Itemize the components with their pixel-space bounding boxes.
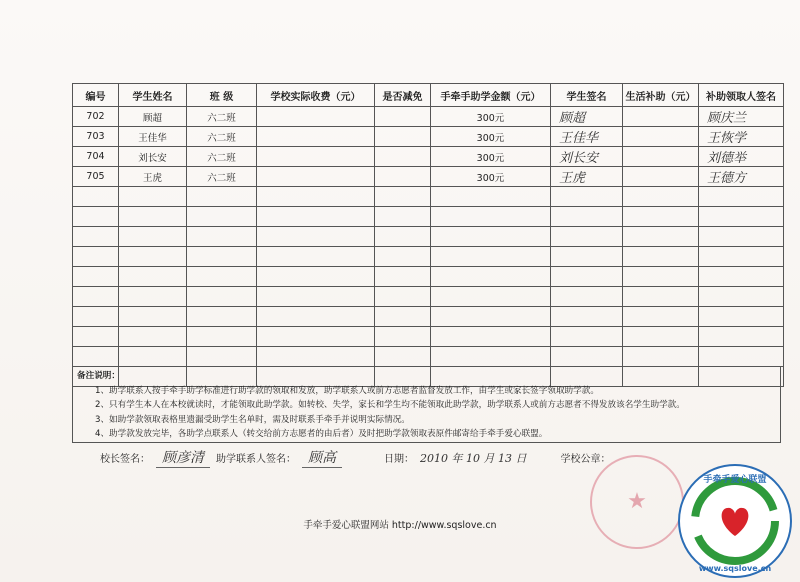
notes-title: 备注说明：: [77, 371, 120, 381]
empty-row: [73, 207, 784, 227]
footer-text: 手牵手爱心联盟网站 http://www.sqslove.cn: [303, 520, 497, 531]
cell-subsidy: [623, 107, 699, 127]
cell-fee: [257, 127, 375, 147]
cell-amount: 300元: [431, 127, 551, 147]
cell-id: 703: [73, 127, 119, 147]
empty-row: [73, 347, 784, 367]
note-line: 4、助学款发放完毕，各助学点联系人（转交给前方志愿者的由后者）及时把助学款领取表原件邮寄给手牵手爱心联盟。: [95, 429, 548, 439]
cell-name: 顾超: [119, 107, 187, 127]
cell-student-sign: 王佳华: [551, 127, 623, 147]
empty-row: [73, 307, 784, 327]
cell-subsidy: [623, 127, 699, 147]
empty-row: [73, 267, 784, 287]
signature-row: [100, 447, 610, 468]
table-row: [73, 127, 784, 147]
note-line: 3、如助学款领取表格里遗漏受助学生名单时，需及时联系手牵手并说明实际情况。: [95, 414, 410, 425]
cell-name: 王虎: [119, 167, 187, 187]
empty-row: [73, 227, 784, 247]
table-row: [73, 147, 784, 167]
cell-student-sign: 顾超: [551, 107, 623, 127]
date-label: 日期：: [384, 454, 414, 465]
sqslove-logo-icon: [676, 462, 794, 580]
notes-section: [72, 367, 781, 443]
cell-fee: [257, 167, 375, 187]
contact-label: 助学联系人签名：: [216, 454, 296, 465]
note-line: 2、只有学生本人在本校就读时，才能领取此助学款。如转校、失学，家长和学生均不能领取此助学款，助学联系人或前方志愿者不得发放该名学生助学款。: [95, 400, 685, 410]
cell-fee: [257, 147, 375, 167]
seal-label: 学校公章：: [560, 454, 611, 465]
col-header: 学生签名: [551, 84, 623, 107]
empty-row: [73, 247, 784, 267]
cell-receiver-sign: 王德方: [699, 167, 784, 187]
cell-id: 702: [73, 107, 119, 127]
date-value: 2010 年 10 月 13 日: [420, 452, 527, 465]
col-header: 是否减免: [375, 84, 431, 107]
cell-waived: [375, 167, 431, 187]
cell-waived: [375, 107, 431, 127]
table-row: [73, 167, 784, 187]
table-header-row: [73, 84, 784, 107]
cell-fee: [257, 107, 375, 127]
cell-student-sign: 刘长安: [551, 147, 623, 167]
principal-signature: 顾彦清: [156, 447, 210, 468]
note-line: 1、助学联系人按手牵手助学标准进行助学款的领取和发放，助学联系人或前方志愿者监督发放工作，由学生或家长签字领取助学款。: [95, 385, 599, 396]
col-header: 编号: [73, 84, 119, 107]
cell-amount: 300元: [431, 107, 551, 127]
cell-amount: 300元: [431, 167, 551, 187]
table-row: [73, 107, 784, 127]
cell-class: 六二班: [187, 127, 257, 147]
cell-class: 六二班: [187, 147, 257, 167]
cell-name: 王佳华: [119, 127, 187, 147]
empty-row: [73, 287, 784, 307]
col-header: 生活补助（元）: [623, 84, 699, 107]
col-header: 学生姓名: [119, 84, 187, 107]
cell-waived: [375, 127, 431, 147]
col-header: 学校实际收费（元）: [257, 84, 375, 107]
principal-label: 校长签名：: [100, 454, 150, 465]
col-header: 班 级: [187, 84, 257, 107]
school-seal-stamp: ★: [590, 455, 684, 549]
empty-row: [73, 327, 784, 347]
cell-receiver-sign: 王恢学: [699, 127, 784, 147]
cell-class: 六二班: [187, 167, 257, 187]
cell-name: 刘长安: [119, 147, 187, 167]
cell-id: 704: [73, 147, 119, 167]
col-header: 手牵手助学金额（元）: [431, 84, 551, 107]
empty-row: [73, 187, 784, 207]
logo-top-text: 手牵手爱心联盟: [703, 475, 767, 485]
cell-receiver-sign: 刘德举: [699, 147, 784, 167]
cell-receiver-sign: 顾庆兰: [699, 107, 784, 127]
cell-student-sign: 王虎: [551, 167, 623, 187]
cell-class: 六二班: [187, 107, 257, 127]
cell-subsidy: [623, 167, 699, 187]
cell-amount: 300元: [431, 147, 551, 167]
cell-subsidy: [623, 147, 699, 167]
contact-signature: 顾高: [302, 447, 342, 468]
cell-id: 705: [73, 167, 119, 187]
logo-url-text: www.sqslove.cn: [698, 564, 772, 573]
cell-waived: [375, 147, 431, 167]
stipend-table: [72, 83, 784, 387]
col-header: 补助领取人签名: [699, 84, 784, 107]
